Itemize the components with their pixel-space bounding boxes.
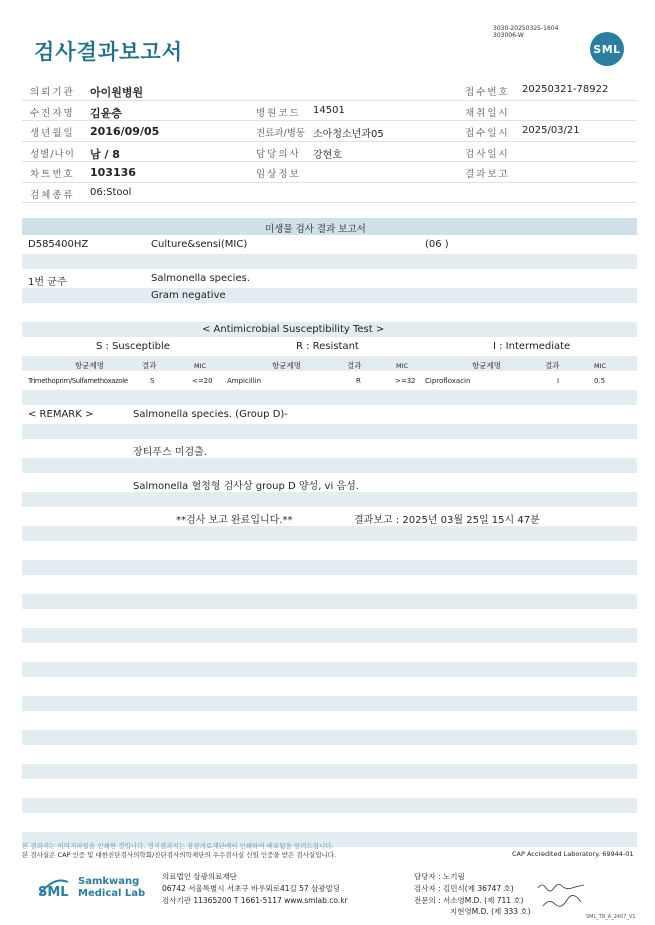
stripe	[22, 560, 637, 575]
footer-contact: 검사기관 11365200 T 1661-5117 www.smlab.co.kr	[162, 896, 348, 905]
ast-result: R	[356, 377, 361, 385]
col-antibiotic: 항균제명	[75, 361, 104, 370]
ast-result: I	[557, 377, 560, 385]
stripe	[22, 662, 637, 677]
legend-susceptible: S : Susceptible	[96, 341, 170, 352]
info-row: 의뢰기관 아이원병원 접수번호 20250321-78922	[22, 80, 637, 101]
ast-mic: >=32	[395, 377, 416, 385]
sml-footer-logo	[36, 874, 72, 900]
section-title: 미생물 검사 결과 보고서	[265, 224, 366, 235]
antibiotic-name: Ciprofloxacin	[425, 377, 471, 385]
footer-address: 06742 서울특별시 서초구 바우뫼로41길 57 삼광빌딩	[162, 884, 341, 893]
ast-result: S	[150, 377, 155, 385]
info-row: 수진자명 김윤층 병원코드 14501 채취일시	[22, 101, 637, 122]
col-result: 결과	[545, 361, 560, 370]
stripe	[22, 424, 637, 439]
staff-specialist: 전문의 : 서소영M.D. (제 711 호)	[414, 896, 524, 905]
col-result: 결과	[142, 361, 157, 370]
page-title: 검사결과보고서	[34, 40, 184, 64]
footer-org: 의료법인 삼광의료재단	[162, 872, 237, 881]
document-code: 3030-20250325-1604 303006-W	[493, 25, 559, 39]
report-time: 결과보고 : 2025년 03월 25일 15시 47분	[354, 515, 540, 526]
remark-label: < REMARK >	[28, 409, 94, 420]
col-antibiotic: 항균제명	[472, 361, 501, 370]
antibiotic-name: Ampicillin	[227, 377, 262, 385]
remark-line: Salmonella 혈청형 검사상 group D 양성, vi 음성.	[133, 481, 359, 492]
info-row: 성별/나이 남 / 8 담당의사 강현호 검사일시	[22, 142, 637, 163]
col-mic: MIC	[396, 362, 409, 370]
footer-note: 본 결과지는 이미지파일을 인쇄한 것입니다. 정식결과지는 삼광의료재단에서 인쇄하여 배포됨을 알려드립니다.	[22, 842, 334, 850]
test-number: (06 )	[425, 239, 449, 250]
company-name: Samkwang Medical Lab	[78, 876, 146, 899]
staff-tester: 검사자 : 김민식(제 36747 호)	[414, 884, 514, 893]
staff-specialist: 지현영M.D. (제 333 호)	[450, 907, 531, 916]
col-mic: MIC	[594, 362, 607, 370]
info-row: 차트번호 103136 임상정보 결과보고	[22, 162, 637, 183]
stripe	[22, 628, 637, 643]
sml-logo-icon	[36, 874, 72, 900]
stripe	[22, 254, 637, 269]
gram-stain: Gram negative	[151, 290, 226, 301]
ast-mic: 0.5	[594, 377, 606, 385]
stripe	[22, 458, 637, 473]
legend-resistant: R : Resistant	[296, 341, 359, 352]
info-row: 생년월일 2016/09/05 진료과/병동 소아청소년과05 접수일시 2025/03/21	[22, 121, 637, 142]
form-code: SML_TR_A_2407_V1	[586, 914, 636, 920]
stripe	[22, 798, 637, 813]
ast-title: < Antimicrobial Susceptibility Test >	[202, 324, 385, 335]
col-mic: MIC	[194, 362, 207, 370]
cap-accreditation: CAP Accredited Laboratory. 69944-01	[512, 850, 634, 858]
svg-text:SML: SML	[38, 885, 69, 900]
signature-icon	[535, 878, 595, 912]
legend-intermediate: I : Intermediate	[493, 341, 571, 352]
organism-name: Salmonella species.	[151, 273, 250, 284]
remark-line: 장티푸스 미검출.	[133, 447, 207, 458]
sml-logo: SML	[590, 32, 624, 66]
col-result: 결과	[347, 361, 362, 370]
stripe	[22, 764, 637, 779]
col-antibiotic: 항균제명	[272, 361, 301, 370]
stripe	[22, 594, 637, 609]
stripe	[22, 526, 637, 541]
footer-note: 본 검사실은 CAP 인증 및 대한진단검사의학회/진단검사의학재단의 우수검사실 신임 인증을 받은 검사실입니다.	[22, 851, 337, 859]
staff-manager: 담당자 : 노기림	[414, 872, 465, 881]
test-code: D585400HZ	[28, 239, 89, 250]
test-name: Culture&sensi(MIC)	[151, 239, 248, 250]
stripe	[22, 696, 637, 711]
ast-mic: <=20	[192, 377, 213, 385]
antibiotic-name: Trimethoprim/Sulfamethoxazole	[28, 377, 128, 385]
stripe	[22, 492, 637, 507]
info-row: 검체종류 06:Stool	[22, 183, 637, 204]
stripe	[22, 288, 637, 303]
stripe	[22, 730, 637, 745]
organism-label: 1번 균주	[28, 277, 67, 288]
stripe	[22, 390, 637, 405]
remark-line: Salmonella species. (Group D)-	[133, 409, 288, 420]
patient-info-table	[22, 80, 637, 203]
report-complete: **검사 보고 완료입니다.**	[176, 515, 293, 526]
